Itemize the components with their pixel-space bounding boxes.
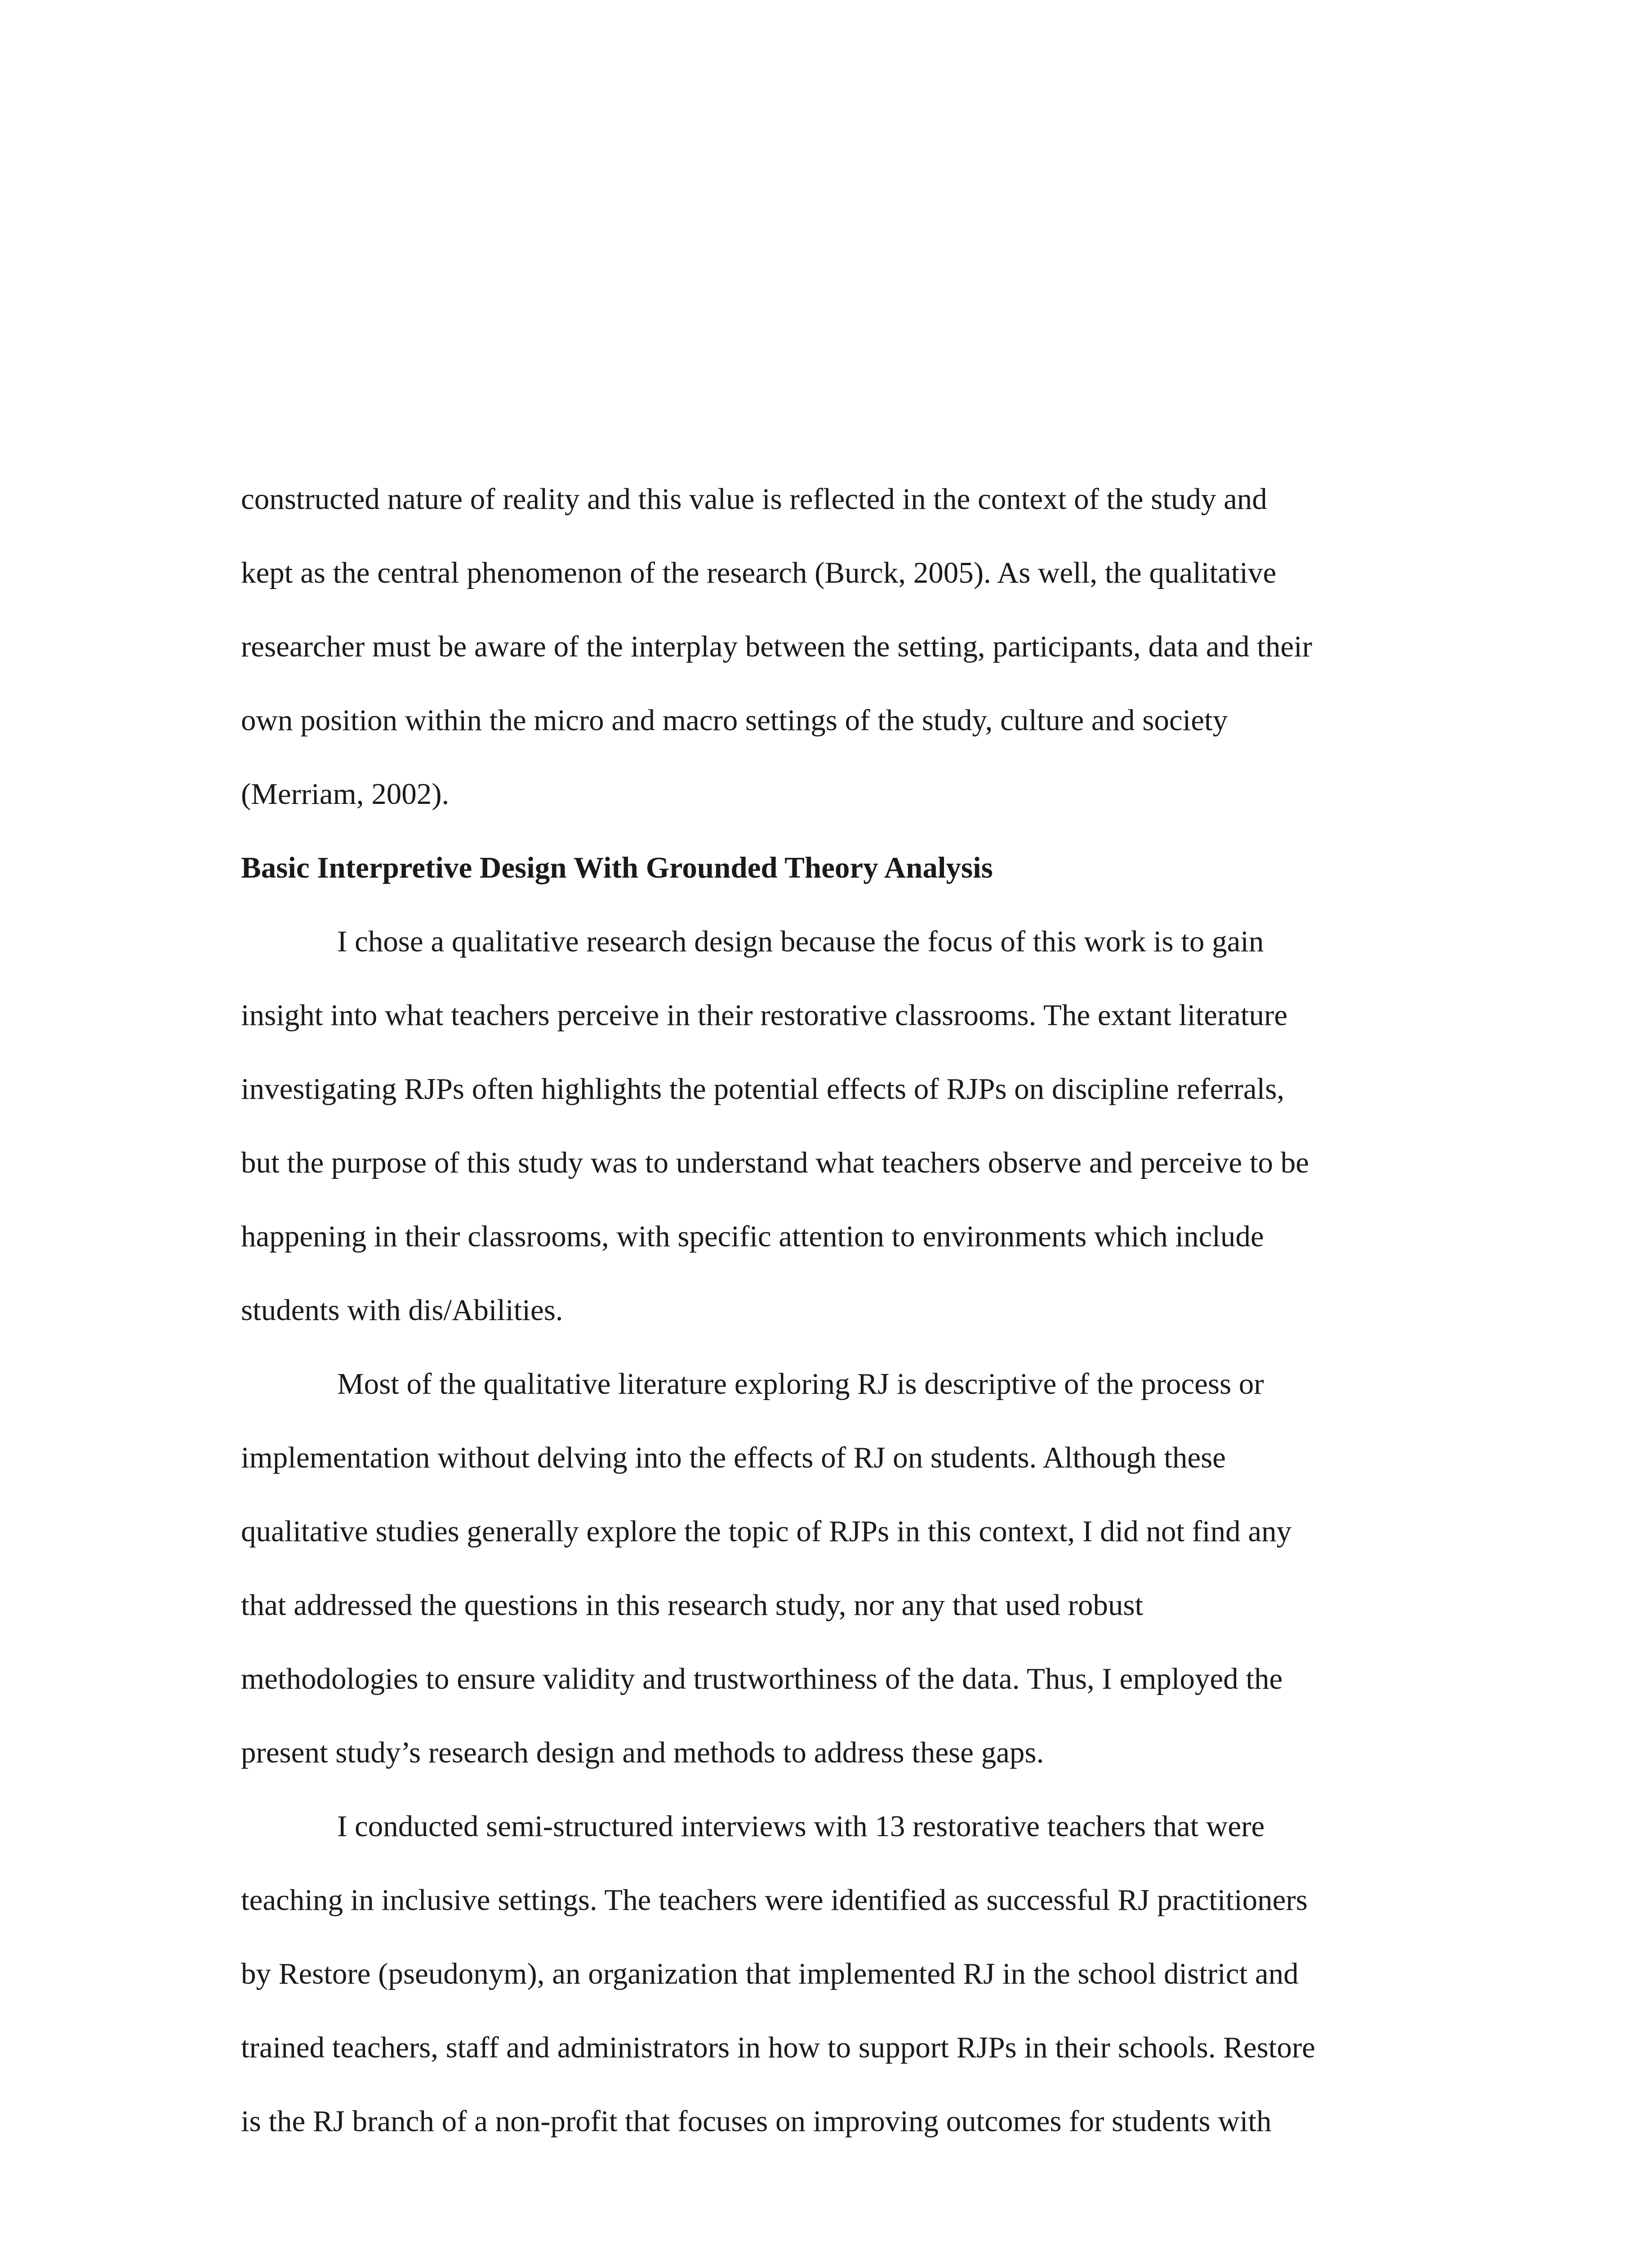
text-line: researcher must be aware of the interplay between the setting, participants, data and their — [241, 630, 1313, 663]
text-line: implementation without delving into the effects of RJ on students. Although these — [241, 1441, 1226, 1474]
continuation-paragraph — [241, 462, 1432, 831]
paragraph-3 — [241, 1789, 1432, 2158]
paragraph-1 — [241, 905, 1432, 1347]
text-line: kept as the central phenomenon of the research (Burck, 2005). As well, the qualitative — [241, 556, 1277, 589]
section-heading: Basic Interpretive Design With Grounded Theory Analysis — [241, 851, 993, 884]
text-line: methodologies to ensure validity and trustworthiness of the data. Thus, I employed the — [241, 1662, 1283, 1695]
text-line: trained teachers, staff and administrators in how to support RJPs in their schools. Restore — [241, 2031, 1315, 2064]
text-line: students with dis/Abilities. — [241, 1293, 563, 1327]
text-line: happening in their classrooms, with specific attention to environments which include — [241, 1220, 1264, 1253]
text-line: investigating RJPs often highlights the potential effects of RJPs on discipline referrals, — [241, 1072, 1285, 1106]
text-line: but the purpose of this study was to understand what teachers observe and perceive to be — [241, 1146, 1309, 1179]
text-line: (Merriam, 2002). — [241, 777, 450, 811]
text-line: teaching in inclusive settings. The teachers were identified as successful RJ practitioners — [241, 1883, 1308, 1917]
text-line: is the RJ branch of a non-profit that focuses on improving outcomes for students with — [241, 2105, 1272, 2138]
text-line: by Restore (pseudonym), an organization that implemented RJ in the school district and — [241, 1957, 1299, 1990]
text-line: own position within the micro and macro settings of the study, culture and society — [241, 704, 1228, 737]
text-line: present study’s research design and methods to address these gaps. — [241, 1736, 1044, 1769]
text-line: qualitative studies generally explore the topic of RJPs in this context, I did not find any — [241, 1515, 1292, 1548]
text-line: Most of the qualitative literature exploring RJ is descriptive of the process or — [337, 1367, 1264, 1401]
text-line: I chose a qualitative research design because the focus of this work is to gain — [337, 925, 1264, 958]
document-body — [241, 462, 1432, 2158]
text-line: that addressed the questions in this research study, nor any that used robust — [241, 1588, 1144, 1622]
text-line: constructed nature of reality and this value is reflected in the context of the study and — [241, 482, 1267, 516]
paragraph-2 — [241, 1347, 1432, 1789]
text-line: insight into what teachers perceive in their restorative classrooms. The extant literature — [241, 999, 1288, 1032]
text-line: I conducted semi-structured interviews with 13 restorative teachers that were — [337, 1810, 1265, 1843]
